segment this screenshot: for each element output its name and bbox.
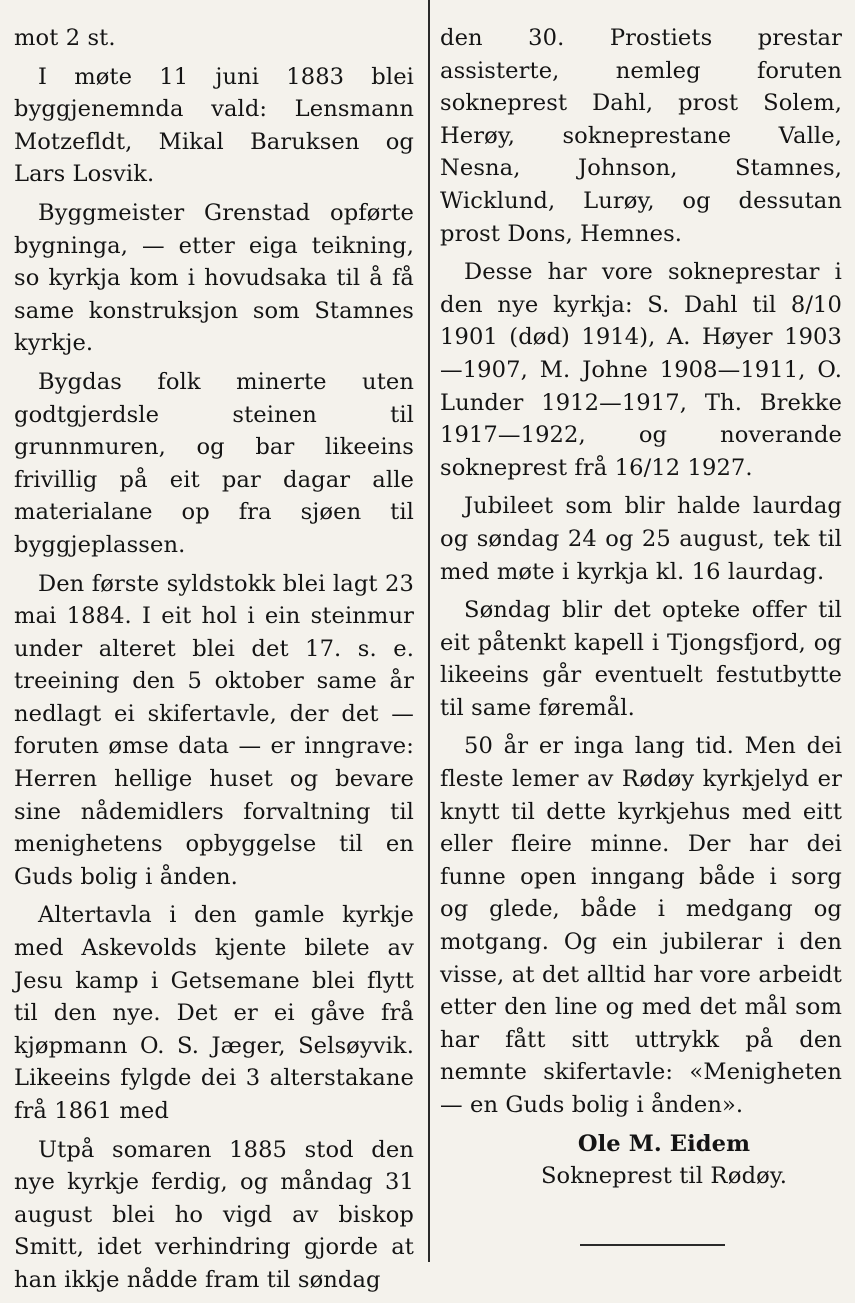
paragraph: Jubileet som blir halde laurdag og søndag 24 og 25 august, tek til med møte i kyrkja kl. 16 laurdag. xyxy=(440,493,842,585)
left-column xyxy=(14,22,414,1303)
paragraph: 50 år er inga lang tid. Men dei fleste lemer av Rødøy kyrkjelyd er knytt til dette kyrkjehus med eitt eller fleire minne. Der har dei funne open inngang både i sorg og glede, både i medgang og motgang. Og ein jubilerar i den visse, at det alltid har vore arbeidt etter den line og med det mål som har fått sitt uttrykk på den nemnte skifertavle: «Menigheten — en Guds bolig i ånden». xyxy=(440,733,842,1118)
column-divider xyxy=(428,0,430,1262)
signature-name: Ole M. Eidem xyxy=(577,1130,751,1157)
signature-title: Sokneprest til Rødøy. xyxy=(540,1163,788,1190)
paragraph: Byggmeister Grenstad opførte bygninga, — etter eiga teikning, so kyrkja kom i hovudsaka til å få same konstruksjon som Stamnes kyrkje. xyxy=(14,199,414,357)
paragraph: Altertavla i den gamle kyrkje med Askevolds kjente bilete av Jesu kamp i Getsemane blei flytt til den nye. Det er ei gåve frå kjøpmann O. S. Jæger, Selsøyvik. Likeeins fylgde dei 3 alterstakane frå 1861 med xyxy=(14,902,414,1124)
paragraph: Søndag blir det opteke offer til eit påtenkt kapell i Tjongsfjord, og likeeins går eventuelt festutbytte til same føremål. xyxy=(440,597,842,721)
closing-rule xyxy=(580,1244,725,1246)
paragraph: Utpå somaren 1885 stod den nye kyrkje ferdig, og måndag 31 august blei ho vigd av biskop Smitt, idet verhindring gjorde at han ikkje nådde fram til søndag xyxy=(14,1136,414,1293)
paragraph: Desse har vore sokneprestar i den nye kyrkja: S. Dahl til 8/10 1901 (død) 1914), A. Høyer 1903 —1907, M. Johne 1908—1911, O. Lunder 1912—1917, Th. Brekke 1917—1922, og noverande sokneprest frå 16/12 1927. xyxy=(440,259,842,481)
paragraph: Den første syldstokk blei lagt 23 mai 1884. I eit hol i ein steinmur under alteret blei det 17. s. e. treeining den 5 oktober same år nedlagt ei skifertavle, der det — foruten ømse data — er inngrave: Herren hellige huset og bevare sine nådemidlers forvaltning til menighetens opbyggelse til en Guds bolig i ånden. xyxy=(14,570,414,890)
paragraph: Bygdas folk minerte uten godtgjerdsle steinen til grunnmuren, og bar likeeins frivillig på eit par dagar alle materialane op fra sjøen til byggjeplassen. xyxy=(14,368,414,558)
paragraph: den 30. Prostiets prestar assisterte, nemleg foruten sokneprest Dahl, prost Solem, Herøy, sokneprestane Valle, Nesna, Johnson, Stamnes, Wicklund, Lurøy, og dessutan prost Dons, Hemnes. xyxy=(440,25,842,247)
paragraph: I møte 11 juni 1883 blei byggjenemnda vald: Lensmann Motzefldt, Mikal Baruksen og Lars Losvik. xyxy=(14,63,414,188)
paragraph: mot 2 st. xyxy=(14,25,116,51)
right-column xyxy=(440,22,842,1193)
